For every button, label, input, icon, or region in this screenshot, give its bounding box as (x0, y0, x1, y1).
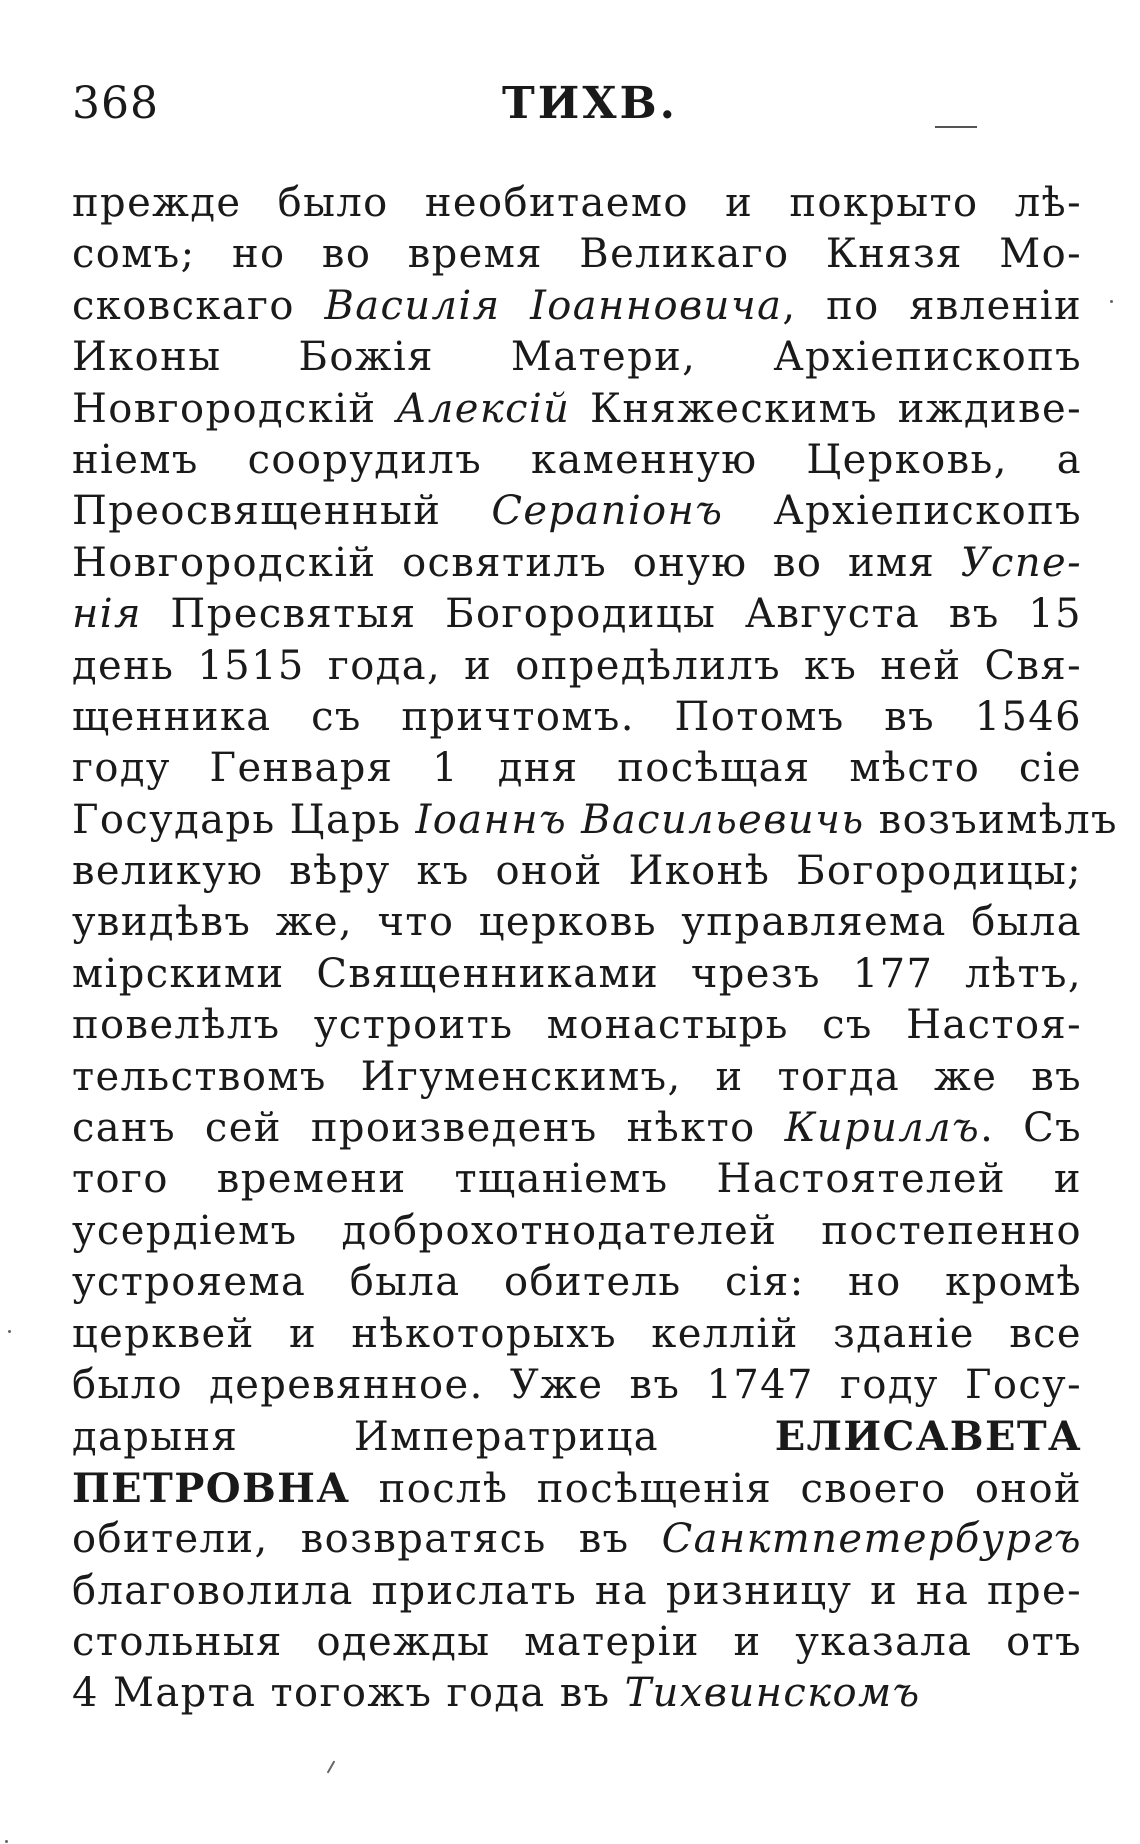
italic-name: Тихвинскомъ (624, 1670, 921, 1717)
text-segment: церквей и нѣкоторыхъ келлій зданіе все (72, 1310, 1082, 1357)
italic-name: Кириллъ (784, 1105, 981, 1152)
text-line (72, 1360, 1082, 1411)
text-line (72, 1411, 1082, 1462)
text-segment: . Съ (980, 1105, 1082, 1152)
text-line (72, 1309, 1082, 1360)
text-segment: мірскими Священниками чрезъ 177 лѣтъ, (72, 950, 1082, 997)
text-line (72, 795, 1118, 846)
text-line (72, 435, 1082, 486)
text-line (72, 1566, 1082, 1617)
text-line (72, 1257, 1082, 1308)
text-line (72, 1000, 1082, 1051)
text-segment: Княжескимъ иждиве- (570, 385, 1082, 432)
italic-name: нія (72, 591, 142, 638)
text-segment: дарыня Императрица (72, 1414, 775, 1461)
scan-speck (327, 1760, 336, 1773)
text-line (72, 1617, 1082, 1668)
text-segment: устрояема была обитель сія: но кромѣ (72, 1259, 1082, 1306)
text-segment: возъимѣлъ (864, 796, 1118, 843)
text-segment: прежде было необитаемо и покрыто лѣ- (72, 180, 1082, 226)
text-line (72, 692, 1082, 743)
text-segment: день 1515 года, и опредѣлилъ къ ней Свя- (72, 642, 1082, 689)
italic-name: Успе- (960, 539, 1082, 586)
page-header (72, 78, 1082, 138)
italic-name: Іоаннъ Васильевичь (415, 796, 865, 843)
text-segment: году Генваря 1 дня посѣщая мѣсто сіе (72, 745, 1082, 792)
text-segment: обители, возвратясь въ (72, 1516, 662, 1563)
italic-name: Алексій (396, 385, 571, 432)
text-line (72, 1154, 1082, 1205)
text-segment: послѣ посѣщенія своего оной (350, 1465, 1082, 1512)
text-segment: Иконы Божія Матери, Архіепископъ (72, 334, 1082, 381)
text-segment: Пресвятыя Богородицы Августа въ 15 (141, 591, 1082, 638)
text-line (72, 1463, 1082, 1514)
text-segment: , по явленіи (782, 282, 1083, 329)
text-line (72, 538, 1082, 589)
caps-name: ЕЛИСАВЕТА (774, 1413, 1082, 1461)
text-line (72, 743, 1082, 794)
scan-speck (1110, 300, 1113, 303)
running-title: ТИХВ. (502, 78, 678, 129)
caps-name: ПЕТРОВНА (72, 1464, 351, 1512)
text-line (72, 178, 1082, 229)
text-segment: сомъ; но во время Великаго Князя Мо- (72, 231, 1082, 278)
text-line (72, 846, 1082, 897)
text-segment: того времени тщаніемъ Настоятелей и (72, 1156, 1082, 1203)
text-segment: ніемъ соорудилъ каменную Церковь, а (72, 436, 1082, 483)
text-segment: увидѣвъ же, что церковь управляема была (72, 899, 1082, 946)
text-segment: Новгородскій (72, 385, 397, 432)
text-line (72, 589, 1082, 640)
italic-name: Василія Іоанновича (324, 282, 783, 329)
text-segment: повелѣлъ устроить монастырь съ Настоя- (72, 1002, 1082, 1049)
page-number: 368 (72, 78, 159, 129)
text-segment: великую вѣру къ оной Иконѣ Богородицы; (72, 848, 1082, 895)
text-segment: 4 Марта тогожъ года въ (72, 1670, 625, 1717)
text-line (72, 897, 1082, 948)
text-line (72, 641, 1082, 692)
text-segment: благоволила прислать на ризницу и на пре- (72, 1567, 1082, 1614)
text-line (72, 384, 1082, 435)
text-line (72, 1514, 1082, 1565)
text-line (72, 332, 1082, 383)
italic-name: Серапіонъ (491, 488, 724, 535)
text-segment: было деревянное. Уже въ 1747 году Госу- (72, 1361, 1082, 1408)
text-line (72, 1668, 1082, 1719)
text-line (72, 949, 1082, 1000)
body-text (72, 178, 1118, 1720)
text-line (72, 486, 1082, 537)
text-line (72, 1206, 1082, 1257)
text-segment: Новгородскій освятилъ оную во имя (72, 539, 961, 586)
text-segment: сковскаго (72, 282, 325, 329)
header-dash (935, 126, 977, 128)
text-segment: Преосвященный (72, 488, 492, 535)
text-line (72, 1103, 1082, 1154)
text-line (72, 1052, 1082, 1103)
text-segment: стольныя одежды матеріи и указала отъ (72, 1618, 1082, 1665)
text-line (72, 281, 1082, 332)
scan-speck (5, 1840, 8, 1843)
text-segment: Архіепископъ (723, 488, 1082, 535)
text-line (72, 229, 1082, 280)
text-segment: санъ сей произведенъ нѣкто (72, 1105, 785, 1152)
text-segment: Государь Царь (72, 796, 416, 843)
text-segment: усердіемъ доброхотнодателей постепенно (72, 1207, 1082, 1254)
text-segment: щенника съ причтомъ. Потомъ въ 1546 (72, 693, 1082, 740)
italic-name: Санктпетербургъ (661, 1516, 1082, 1563)
scan-speck (8, 1330, 11, 1333)
text-segment: тельствомъ Игуменскимъ, и тогда же въ (72, 1053, 1082, 1100)
